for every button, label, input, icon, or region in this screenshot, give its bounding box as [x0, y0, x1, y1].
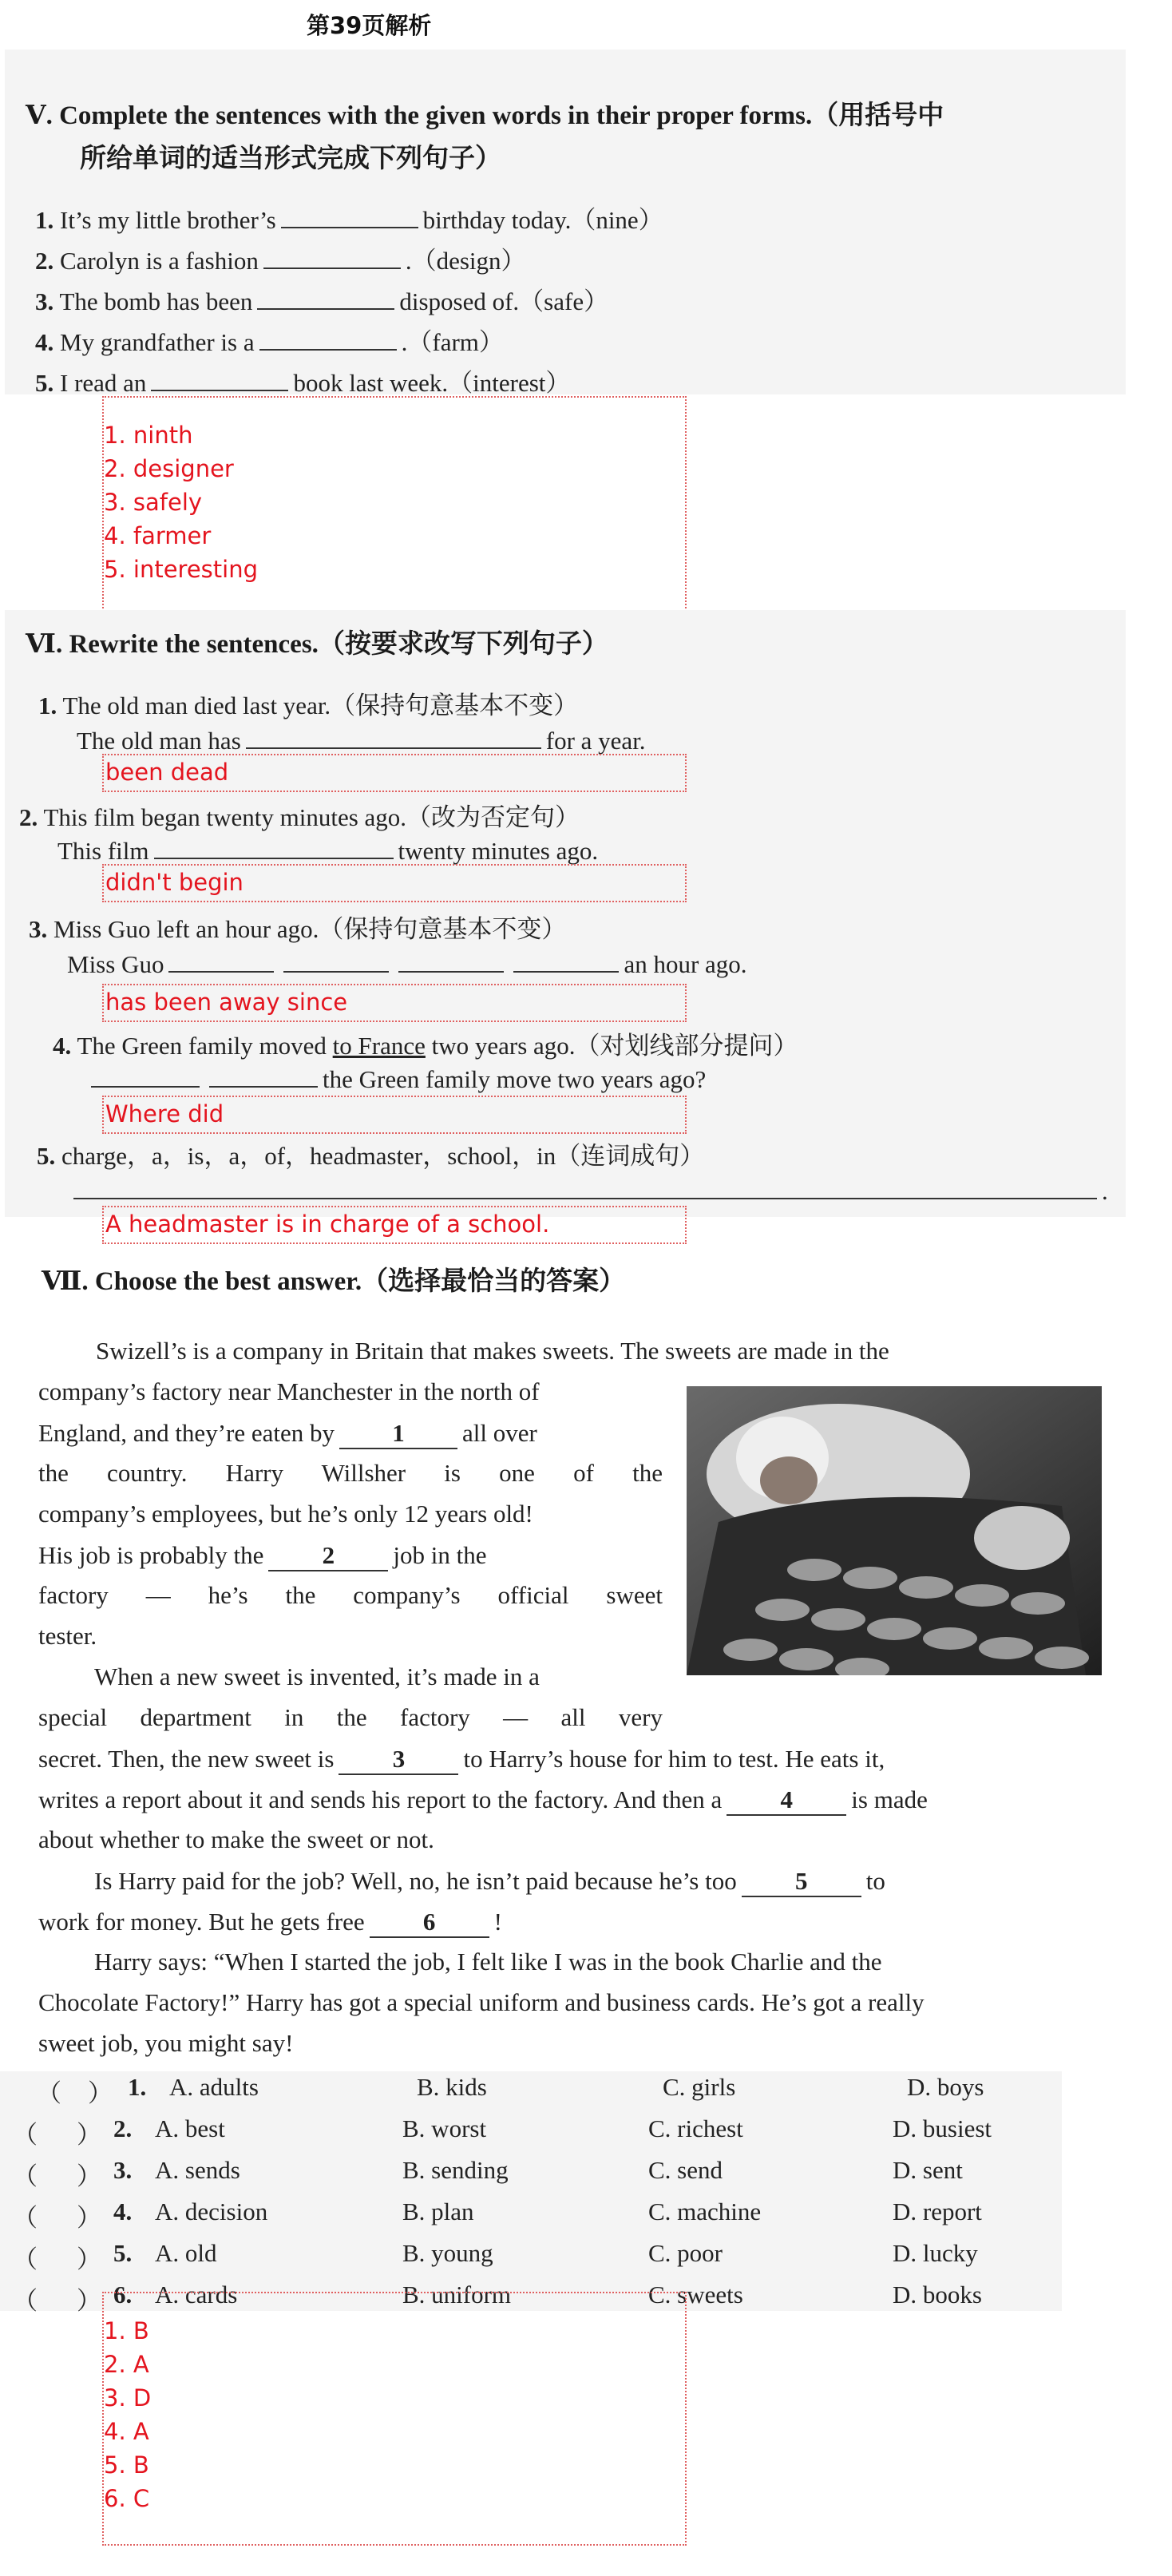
options-background — [0, 2071, 1062, 2311]
passage-p1-line6: His job is probably the 2 job in the — [38, 1541, 487, 1571]
underlined-phrase: to France — [332, 1032, 426, 1060]
s7-answer-3: 3. D — [104, 2384, 152, 2412]
passage-p4-line1: Harry says: “When I started the job, I felt like I was in the book Charlie and the — [94, 1948, 882, 1976]
s6-item-1-line2: The old man has for a year. — [77, 727, 646, 755]
s5-item-5: 5. I read an book last week.（interest） — [35, 369, 571, 397]
passage-p1-line3: England, and they’re eaten by 1 all over — [38, 1419, 537, 1449]
page-title: 第39页解析 — [307, 12, 432, 39]
s5-answer-2: 2. designer — [104, 455, 234, 482]
passage-p3-line1: Is Harry paid for the job? Well, no, he isn’t paid because he’s too 5 to — [94, 1867, 885, 1897]
s6-item-3: 3. Miss Guo left an hour ago.（保持句意基本不变） — [29, 915, 567, 943]
section-5-heading-line1: Ⅴ. Complete the sentences with the given words in their proper forms.（用括号中 — [26, 101, 944, 130]
s6-item-5-line2: . — [73, 1177, 1108, 1206]
passage-p2-line3: secret. Then, the new sweet is 3 to Harry’s house for him to test. He eats it, — [38, 1745, 885, 1775]
passage-p1-line5: company’s employees, but he’s only 12 years old! — [38, 1500, 533, 1528]
s7-answer-5: 5. B — [104, 2451, 149, 2479]
passage-p4-line2: Chocolate Factory!” Harry has got a special uniform and business cards. He’s got a really — [38, 1988, 925, 2016]
passage-p4-line3: sweet job, you might say! — [38, 2029, 294, 2057]
s7-answer-1: 1. B — [104, 2317, 149, 2344]
s6-answer-2: didn't begin — [105, 869, 244, 896]
s5-answer-1: 1. ninth — [104, 422, 193, 449]
passage-p2-line5: about whether to make the sweet or not. — [38, 1825, 434, 1853]
s5-answer-3: 3. safely — [104, 489, 203, 516]
s7-answer-2: 2. A — [104, 2351, 149, 2378]
s7-answer-box — [102, 2292, 687, 2546]
passage-p1-line1: Swizell’s is a company in Britain that makes sweets. The sweets are made in the — [96, 1337, 889, 1365]
s5-item-3: 3. The bomb has been disposed of.（safe） — [35, 287, 609, 315]
s7-answer-4: 4. A — [104, 2418, 149, 2445]
passage-p2-line1: When a new sweet is invented, it’s made in a — [94, 1663, 540, 1690]
s5-item-4: 4. My grandfather is a .（farm） — [35, 328, 504, 356]
passage-p1-line7: factory — he’s the company’s official sweet — [38, 1581, 663, 1609]
s6-item-2: 2. This film began twenty minutes ago.（改为否定句） — [19, 803, 580, 831]
s6-answer-1: been dead — [105, 759, 229, 786]
section-6-heading: Ⅵ. Rewrite the sentences.（按要求改写下列句子） — [26, 630, 608, 659]
s7-answer-6: 6. C — [104, 2485, 150, 2512]
s6-item-3-line2: Miss Guo an hour ago. — [67, 950, 747, 978]
passage-p1-line2: company’s factory near Manchester in the north of — [38, 1377, 540, 1405]
passage-p3-line2: work for money. But he gets free 6 ! — [38, 1908, 502, 1938]
s6-item-1: 1. The old man died last year.（保持句意基本不变） — [38, 692, 579, 719]
passage-p1-line8: tester. — [38, 1622, 97, 1650]
s5-answer-5: 5. interesting — [104, 556, 258, 583]
section-7-heading: Ⅶ. Choose the best answer.（选择最恰当的答案） — [42, 1267, 626, 1296]
s6-answer-3: has been away since — [105, 989, 348, 1016]
passage-p1-line4: the country. Harry Willsher is one of the — [38, 1459, 663, 1487]
factory-photo — [687, 1386, 1102, 1675]
s5-answer-4: 4. farmer — [104, 522, 212, 549]
section-5-heading-line2: 所给单词的适当形式完成下列句子） — [80, 145, 501, 173]
s6-answer-5: A headmaster is in charge of a school. — [105, 1211, 550, 1238]
passage-p2-line2: special department in the factory — all very — [38, 1703, 663, 1731]
s6-item-2-line2: This film twenty minutes ago. — [57, 837, 599, 865]
passage-p2-line4: writes a report about it and sends his report to the factory. And then a 4 is made — [38, 1785, 928, 1816]
s6-item-5: 5. charge，a，is，a，of，headmaster，school，in（连词成句） — [37, 1142, 705, 1170]
s6-item-4: 4. The Green family moved to France two years ago.（对划线部分提问） — [53, 1032, 798, 1060]
s6-item-4-line2: the Green family move two years ago? — [86, 1065, 706, 1094]
s5-item-1: 1. It’s my little brother’s birthday today.（nine） — [35, 206, 663, 234]
factory-photo-image — [687, 1386, 1102, 1675]
s5-item-2: 2. Carolyn is a fashion .（design） — [35, 247, 526, 275]
s6-answer-4: Where did — [105, 1100, 224, 1127]
